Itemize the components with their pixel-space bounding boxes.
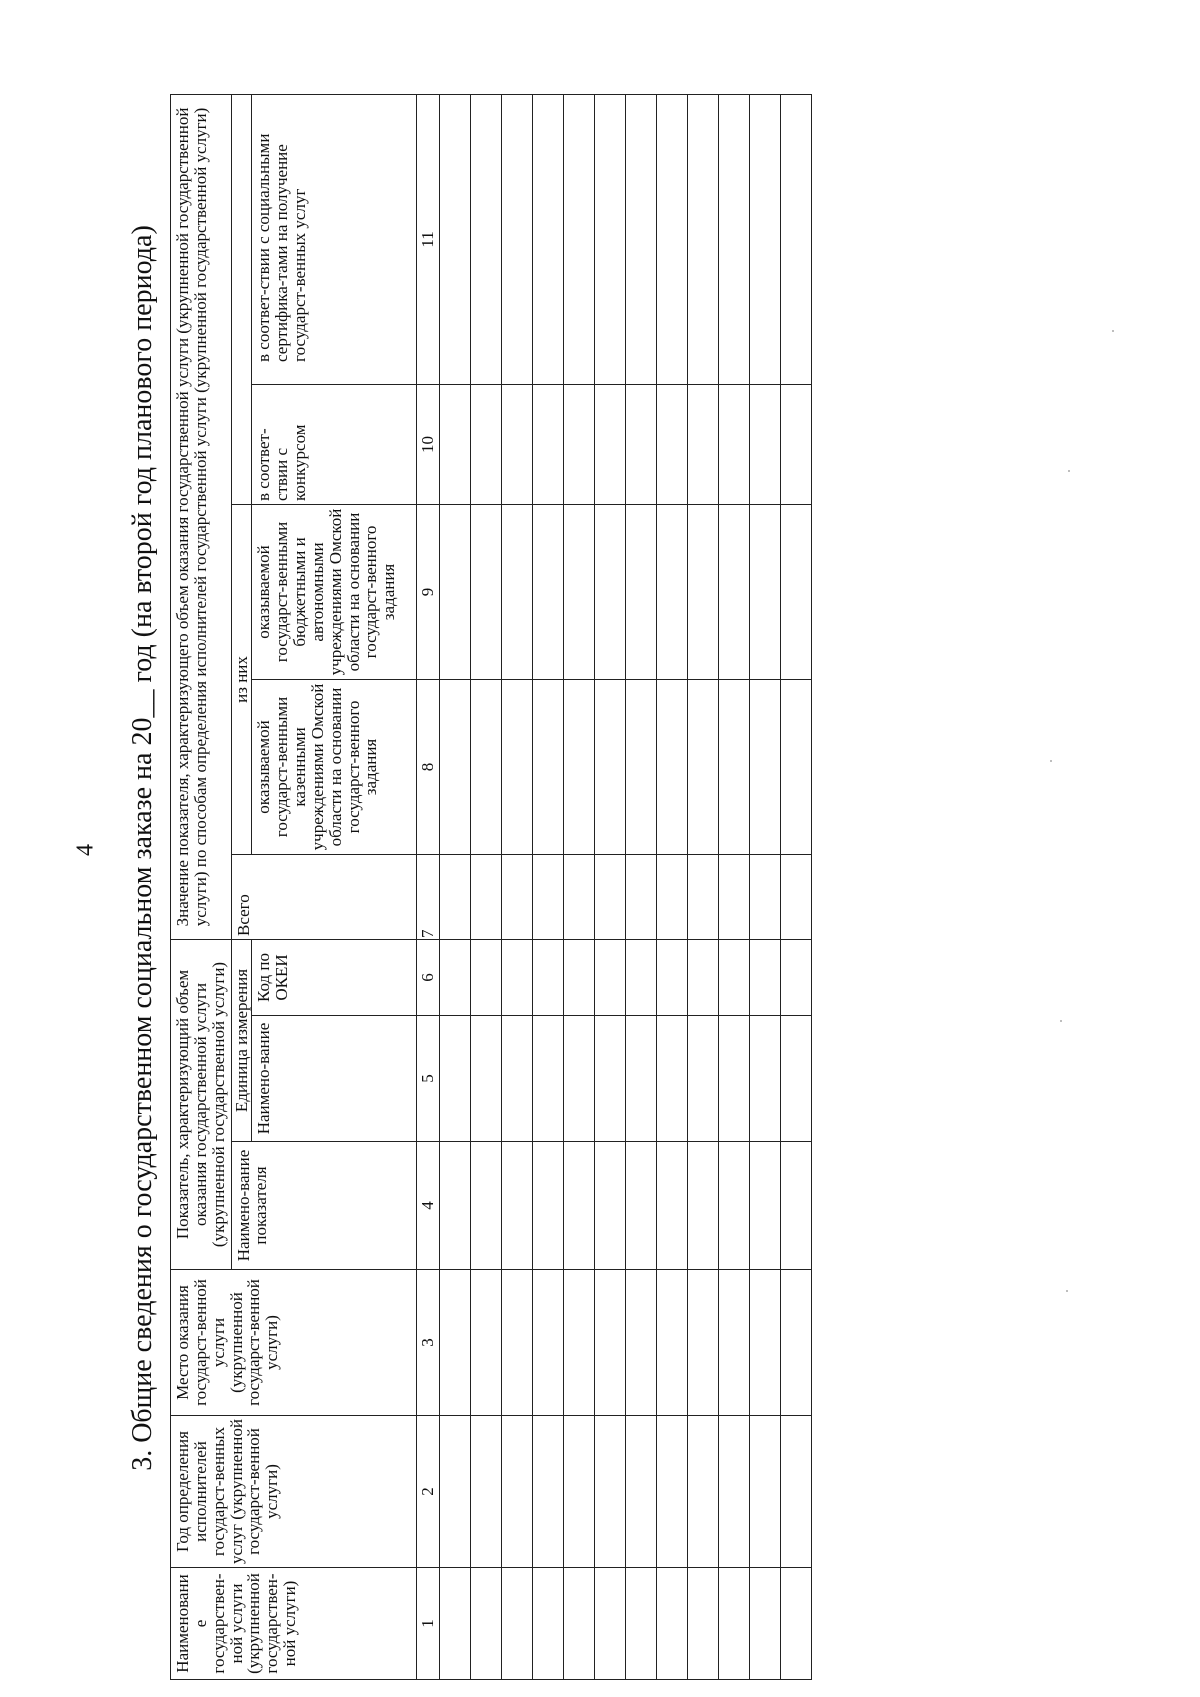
col-num-3: 3 bbox=[417, 1270, 440, 1416]
table-cell bbox=[688, 1270, 719, 1416]
table-cell bbox=[471, 939, 502, 1015]
table-cell bbox=[781, 939, 812, 1015]
table-cell bbox=[719, 679, 750, 854]
table-cell bbox=[781, 1270, 812, 1416]
table-cell bbox=[719, 1016, 750, 1142]
table-cell bbox=[688, 679, 719, 854]
table-cell bbox=[781, 679, 812, 854]
table-cell bbox=[440, 1416, 471, 1568]
table-cell bbox=[533, 1142, 564, 1270]
table-cell bbox=[564, 1568, 595, 1680]
scan-speck bbox=[1060, 1020, 1062, 1022]
header-year: Год определения исполнителей государст-венных услуг (укрупненной государст-венной услуги) bbox=[171, 1416, 417, 1568]
table-cell bbox=[626, 1416, 657, 1568]
table-cell bbox=[564, 384, 595, 504]
table-cell bbox=[657, 679, 688, 854]
table-cell bbox=[750, 679, 781, 854]
table-cell bbox=[440, 939, 471, 1015]
table-cell bbox=[750, 94, 781, 384]
table-cell bbox=[688, 854, 719, 939]
table-cell bbox=[657, 854, 688, 939]
header-value-group: Значение показателя, характеризующего объем оказания государственной услуги (укрупненной государственной услуги) по способам определения исполнителей государственной услуги (укрупненной государственной услуги) bbox=[171, 94, 232, 939]
table-cell bbox=[564, 1016, 595, 1142]
table-cell bbox=[719, 1142, 750, 1270]
table-cell bbox=[719, 94, 750, 384]
table-cell bbox=[533, 504, 564, 679]
table-cell bbox=[781, 854, 812, 939]
col-num-6: 6 bbox=[417, 939, 440, 1015]
table-cell bbox=[564, 679, 595, 854]
table-cell bbox=[502, 1416, 533, 1568]
table-cell bbox=[719, 1568, 750, 1680]
rotated-table-frame bbox=[170, 95, 987, 1680]
table-cell bbox=[781, 1142, 812, 1270]
header-by-competition: в соответ-ствии с конкурсом bbox=[252, 384, 417, 504]
social-order-table bbox=[170, 94, 812, 1680]
table-cell bbox=[440, 679, 471, 854]
col-num-5: 5 bbox=[417, 1016, 440, 1142]
header-indicator-name: Наимено-вание показателя bbox=[231, 1142, 417, 1270]
table-cell bbox=[502, 1142, 533, 1270]
table-cell bbox=[533, 1270, 564, 1416]
table-row bbox=[750, 94, 781, 1679]
header-budget-institutions: оказываемой государст-венными бюджетными и автономными учреждениями Омской области на основании государст-венного задания bbox=[252, 504, 417, 679]
col-num-1: 1 bbox=[417, 1568, 440, 1680]
table-cell bbox=[719, 939, 750, 1015]
scan-speck bbox=[1112, 330, 1114, 332]
table-cell bbox=[471, 1142, 502, 1270]
column-number-row bbox=[417, 94, 440, 1679]
table-cell bbox=[595, 1416, 626, 1568]
table-cell bbox=[626, 1016, 657, 1142]
table-cell bbox=[657, 1016, 688, 1142]
table-cell bbox=[502, 384, 533, 504]
table-cell bbox=[440, 1568, 471, 1680]
table-cell bbox=[440, 1270, 471, 1416]
table-cell bbox=[440, 1142, 471, 1270]
table-cell bbox=[533, 854, 564, 939]
table-cell bbox=[564, 854, 595, 939]
table-cell bbox=[440, 384, 471, 504]
table-cell bbox=[471, 854, 502, 939]
col-num-4: 4 bbox=[417, 1142, 440, 1270]
table-row bbox=[781, 94, 812, 1679]
table-cell bbox=[471, 1568, 502, 1680]
table-cell bbox=[502, 854, 533, 939]
table-row bbox=[502, 94, 533, 1679]
table-cell bbox=[533, 94, 564, 384]
table-cell bbox=[595, 1568, 626, 1680]
table-cell bbox=[688, 384, 719, 504]
col-num-8: 8 bbox=[417, 679, 440, 854]
table-cell bbox=[750, 1416, 781, 1568]
header-service-name: Наименование государствен-ной услуги (укрупненной государствен-ной услуги) bbox=[171, 1568, 417, 1680]
table-cell bbox=[750, 854, 781, 939]
table-cell bbox=[595, 1016, 626, 1142]
table-cell bbox=[750, 939, 781, 1015]
header-blank-cell bbox=[231, 94, 252, 504]
table-cell bbox=[564, 1416, 595, 1568]
table-cell bbox=[626, 679, 657, 854]
table-cell bbox=[595, 679, 626, 854]
table-row bbox=[440, 94, 471, 1679]
table-cell bbox=[595, 384, 626, 504]
table-row bbox=[719, 94, 750, 1679]
table-cell bbox=[471, 1416, 502, 1568]
table-cell bbox=[688, 94, 719, 384]
table-cell bbox=[595, 1270, 626, 1416]
table-cell bbox=[750, 384, 781, 504]
table-cell bbox=[781, 1568, 812, 1680]
table-cell bbox=[533, 384, 564, 504]
table-cell bbox=[440, 504, 471, 679]
table-cell bbox=[719, 384, 750, 504]
table-cell bbox=[781, 1416, 812, 1568]
table-cell bbox=[533, 1016, 564, 1142]
table-cell bbox=[719, 504, 750, 679]
scan-speck bbox=[1066, 1290, 1068, 1292]
table-cell bbox=[719, 854, 750, 939]
table-cell bbox=[595, 939, 626, 1015]
table-cell bbox=[440, 94, 471, 384]
table-cell bbox=[471, 1270, 502, 1416]
table-cell bbox=[626, 1568, 657, 1680]
table-cell bbox=[657, 94, 688, 384]
table-cell bbox=[471, 94, 502, 384]
table-cell bbox=[502, 939, 533, 1015]
header-state-institutions: оказываемой государст-венными казенными учреждениями Омской области на основании государст-венного задания bbox=[252, 679, 417, 854]
table-cell bbox=[688, 1142, 719, 1270]
table-cell bbox=[471, 679, 502, 854]
table-cell bbox=[719, 1416, 750, 1568]
table-cell bbox=[781, 504, 812, 679]
table-row bbox=[657, 94, 688, 1679]
table-cell bbox=[595, 854, 626, 939]
table-cell bbox=[688, 504, 719, 679]
table-cell bbox=[440, 854, 471, 939]
table-row bbox=[471, 94, 502, 1679]
table-cell bbox=[471, 504, 502, 679]
table-cell bbox=[471, 1016, 502, 1142]
page-number: 4 bbox=[72, 844, 99, 856]
table-cell bbox=[781, 384, 812, 504]
table-cell bbox=[533, 679, 564, 854]
table-cell bbox=[750, 1142, 781, 1270]
table-cell bbox=[626, 939, 657, 1015]
table-cell bbox=[688, 939, 719, 1015]
table-cell bbox=[781, 1016, 812, 1142]
table-cell bbox=[657, 1270, 688, 1416]
table-cell bbox=[626, 854, 657, 939]
table-cell bbox=[781, 94, 812, 384]
table-cell bbox=[440, 1016, 471, 1142]
table-cell bbox=[502, 94, 533, 384]
table-cell bbox=[657, 1142, 688, 1270]
header-by-certificates: в соответ-ствии с социальными сертифика-тами на получение государст-венных услуг bbox=[252, 94, 417, 384]
table-cell bbox=[626, 384, 657, 504]
table-row bbox=[626, 94, 657, 1679]
table-cell bbox=[688, 1568, 719, 1680]
col-num-9: 9 bbox=[417, 504, 440, 679]
table-cell bbox=[595, 94, 626, 384]
page-heading: 3. Общие сведения о государственном социальном заказе на 20__ год (на второй год планового периода) bbox=[127, 225, 158, 1471]
table-row bbox=[533, 94, 564, 1679]
table-cell bbox=[688, 1416, 719, 1568]
table-cell bbox=[564, 94, 595, 384]
table-cell bbox=[564, 1270, 595, 1416]
table-cell bbox=[657, 504, 688, 679]
header-unit-group: Единица измерения bbox=[231, 939, 252, 1141]
table-cell bbox=[750, 504, 781, 679]
table-cell bbox=[688, 1016, 719, 1142]
table-cell bbox=[502, 1016, 533, 1142]
table-row bbox=[688, 94, 719, 1679]
table-cell bbox=[502, 1270, 533, 1416]
table-cell bbox=[657, 1416, 688, 1568]
table-cell bbox=[564, 939, 595, 1015]
header-place: Место оказания государст-венной услуги (укрупненной государст-венной услуги) bbox=[171, 1270, 417, 1416]
table-cell bbox=[750, 1568, 781, 1680]
header-unit-name: Наимено-вание bbox=[252, 1016, 417, 1142]
scan-speck bbox=[1068, 470, 1070, 472]
table-cell bbox=[595, 1142, 626, 1270]
table-row bbox=[595, 94, 626, 1679]
col-num-7: 7 bbox=[417, 854, 440, 939]
table-cell bbox=[595, 504, 626, 679]
table-cell bbox=[657, 384, 688, 504]
header-okei-code: Код по ОКЕИ bbox=[252, 939, 417, 1015]
col-num-10: 10 bbox=[417, 384, 440, 504]
header-total: Всего bbox=[231, 854, 417, 939]
table-cell bbox=[471, 384, 502, 504]
table-cell bbox=[626, 504, 657, 679]
col-num-2: 2 bbox=[417, 1416, 440, 1568]
table-row bbox=[564, 94, 595, 1679]
table-cell bbox=[750, 1016, 781, 1142]
table-cell bbox=[719, 1270, 750, 1416]
table-cell bbox=[533, 939, 564, 1015]
table-cell bbox=[564, 504, 595, 679]
table-cell bbox=[657, 1568, 688, 1680]
header-of-them: из них bbox=[231, 504, 252, 854]
table-cell bbox=[750, 1270, 781, 1416]
table-cell bbox=[657, 939, 688, 1015]
table-cell bbox=[533, 1568, 564, 1680]
table-cell bbox=[626, 1142, 657, 1270]
table-cell bbox=[533, 1416, 564, 1568]
table-cell bbox=[502, 1568, 533, 1680]
header-indicator-group: Показатель, характеризующий объем оказания государственной услуги (укрупненной государственной услуги) bbox=[171, 939, 232, 1269]
table-cell bbox=[564, 1142, 595, 1270]
scan-speck bbox=[1050, 760, 1052, 762]
table-cell bbox=[502, 504, 533, 679]
table-cell bbox=[626, 94, 657, 384]
table-cell bbox=[502, 679, 533, 854]
table-cell bbox=[626, 1270, 657, 1416]
col-num-11: 11 bbox=[417, 94, 440, 384]
